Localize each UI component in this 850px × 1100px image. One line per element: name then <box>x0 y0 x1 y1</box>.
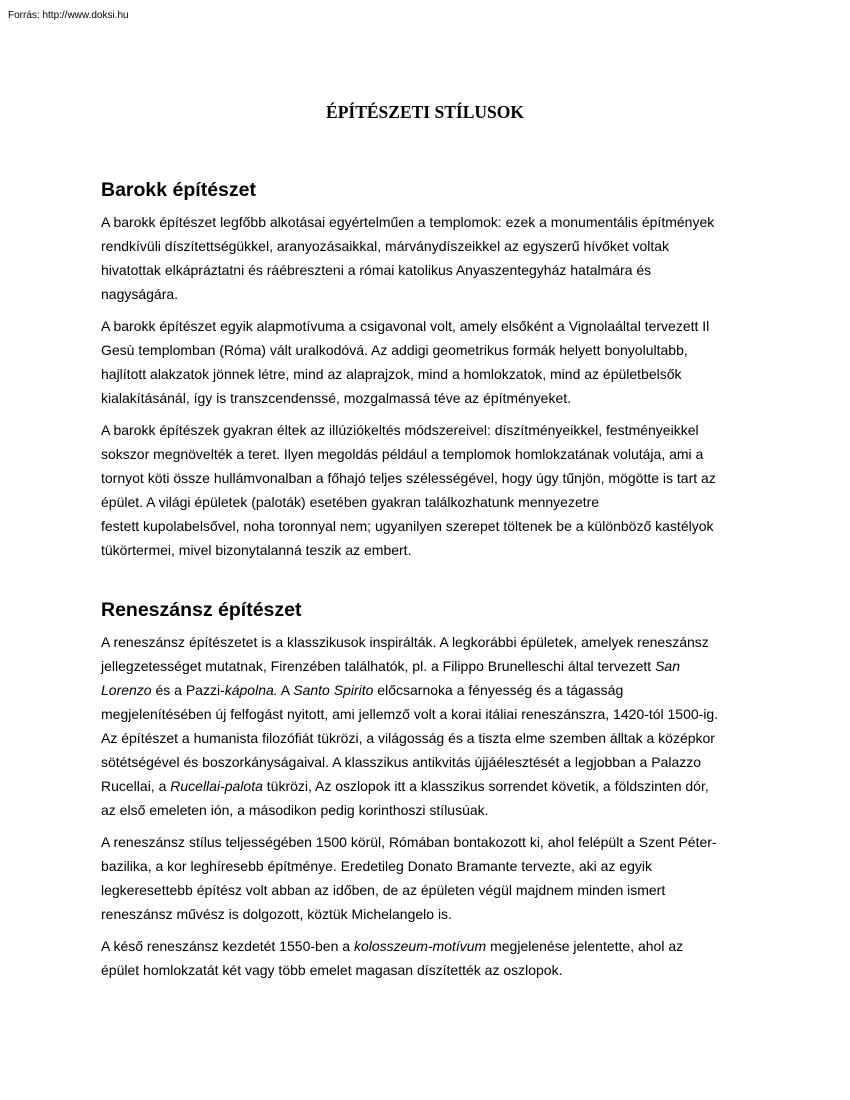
text-run: kialakításánál, így is transzcendenssé, mozgalmassá téve az építményeket. <box>101 390 572 406</box>
paragraph <box>101 418 749 562</box>
text-line <box>101 314 749 338</box>
text-line <box>101 630 749 654</box>
text-run: A reneszánsz építészetet is a klasszikusok inspirálták. A legkorábbi épületek, amelyek reneszánsz <box>101 634 709 650</box>
paragraph <box>101 210 749 306</box>
paragraph <box>101 830 749 926</box>
italic-run: San <box>655 658 681 674</box>
italic-run: kolosszeum-motívum <box>353 938 487 954</box>
text-line <box>101 654 749 678</box>
text-run: sötétségével és boszorkányságaival. A klasszikus antikvitás újjáélesztését a legjobban a Palazzo <box>101 754 702 770</box>
text-run: A barokk építészet legfőbb alkotásai egyértelműen a templomok: ezek a monumentális építmények <box>101 214 715 230</box>
text-line <box>101 490 749 514</box>
paragraph <box>101 934 749 982</box>
text-line <box>101 702 749 726</box>
text-line <box>101 210 749 234</box>
text-line <box>101 934 749 958</box>
section-reneszansz <box>101 598 749 982</box>
text-run: megjelenítésében új felfogást nyitott, ami jellemző volt a korai itáliai reneszánszra, 1420-tól 1500-ig. <box>101 706 719 722</box>
italic-run: Lorenzo <box>101 682 152 698</box>
text-run: jellegzetességet mutatnak, Firenzében találhatók, pl. a Filippo Brunelleschi által tervezett <box>101 658 656 674</box>
text-line <box>101 854 749 878</box>
text-run: A barokk építészek gyakran éltek az illúziókeltés módszereivel: díszítményeikkel, festményeikkel <box>101 422 699 438</box>
text-run: előcsarnoka a fényesség és a tágasság <box>373 682 624 698</box>
text-run: tükrözi, Az oszlopok itt a klasszikus sorrendet követik, a földszinten dór, <box>262 778 709 794</box>
section-heading: Reneszánsz építészet <box>101 599 302 621</box>
text-run: A reneszánsz stílus teljességében 1500 körül, Rómában bontakozott ki, ahol felépült a Szent Péter- <box>101 834 717 850</box>
text-line <box>101 234 749 258</box>
text-run: A késő reneszánsz kezdetét 1550-ben a <box>101 938 354 954</box>
text-run: Az építészet a humanista filozófiát tükrözi, a világosság és a tiszta elme szemben álltak a középkor <box>101 730 715 746</box>
text-line <box>101 386 749 410</box>
text-run: reneszánsz művész is dolgozott, köztük Michelangelo is. <box>101 906 452 922</box>
text-run: hivatottak elkápráztatni és ráébreszteni a római katolikus Anyaszentegyház hatalmára és <box>101 262 652 278</box>
section-heading: Barokk építészet <box>101 179 256 201</box>
document-title: ÉPÍTÉSZETI STÍLUSOK <box>326 102 524 122</box>
text-line <box>101 726 749 750</box>
paragraph <box>101 314 749 410</box>
paragraph <box>101 630 749 822</box>
text-line <box>101 798 749 822</box>
text-line <box>101 750 749 774</box>
text-run: hajlított alakzatok jönnek létre, mind az alaprajzok, mind a homlokzatok, mind az épületbelsők <box>101 366 682 382</box>
text-run: épület. A világi épületek (paloták) esetében gyakran találkozhatunk mennyezetre <box>101 494 600 510</box>
text-line <box>101 878 749 902</box>
text-run: az első emeleten ión, a másodikon pedig korinthoszi stílusúak. <box>101 802 489 818</box>
text-run: Gesù templomban (Róma) vált uralkodóvá. Az addigi geometrikus formák helyett bonyolultabb, <box>101 342 688 358</box>
text-line <box>101 774 749 798</box>
text-run: Rucellai, a <box>101 778 171 794</box>
text-run: bazilika, a kor leghíresebb építménye. Eredetileg Donato Bramante tervezte, aki az egyik <box>101 858 652 874</box>
text-line <box>101 902 749 926</box>
text-run: tornyot köti össze hullámvonalban a főhajó teljes szélességével, hogy úgy tűnjön, mögötte is tart az <box>101 470 716 486</box>
italic-run: kápolna. <box>224 682 278 698</box>
text-run: megjelenése jelentette, ahol az <box>486 938 684 954</box>
text-line <box>101 338 749 362</box>
document-body <box>101 178 749 990</box>
text-line <box>101 282 749 306</box>
text-line <box>101 830 749 854</box>
text-line <box>101 466 749 490</box>
text-line <box>101 442 749 466</box>
text-run: festett kupolabelsővel, noha toronnyal nem; ugyanilyen szerepet töltenek be a különböző kastélyok <box>101 518 714 534</box>
text-run: tükörtermei, mivel bizonytalanná teszik az embert. <box>101 542 412 558</box>
text-run: sokszor megnövelték a teret. Ilyen megoldás például a templomok homlokzatának volutája, ami a <box>101 446 704 462</box>
section-barokk <box>101 178 749 562</box>
text-line <box>101 538 749 562</box>
italic-run: Rucellai-palota <box>170 778 263 794</box>
text-line <box>101 362 749 386</box>
text-line <box>101 258 749 282</box>
text-run: A <box>277 682 294 698</box>
text-run: épület homlokzatát két vagy több emelet magasan díszítették az oszlopok. <box>101 962 563 978</box>
text-run: A barokk építészet egyik alapmotívuma a csigavonal volt, amely elsőként a Vignolaáltal tervezett Il <box>101 318 710 334</box>
italic-run: Santo Spirito <box>293 682 374 698</box>
text-run: legkeresettebb építész volt abban az időben, de az épületen végül majdnem minden ismert <box>101 882 666 898</box>
text-line <box>101 678 749 702</box>
text-run: rendkívüli díszítettségükkel, aranyozásaikkal, márványdíszeikkel az egyszerű hívőket voltak <box>101 238 670 254</box>
text-line <box>101 418 749 442</box>
text-line <box>101 958 749 982</box>
source-attribution: Forrás: http://www.doksi.hu <box>8 10 129 21</box>
text-line <box>101 514 749 538</box>
text-run: és a Pazzi- <box>151 682 225 698</box>
text-run: nagyságára. <box>101 286 179 302</box>
